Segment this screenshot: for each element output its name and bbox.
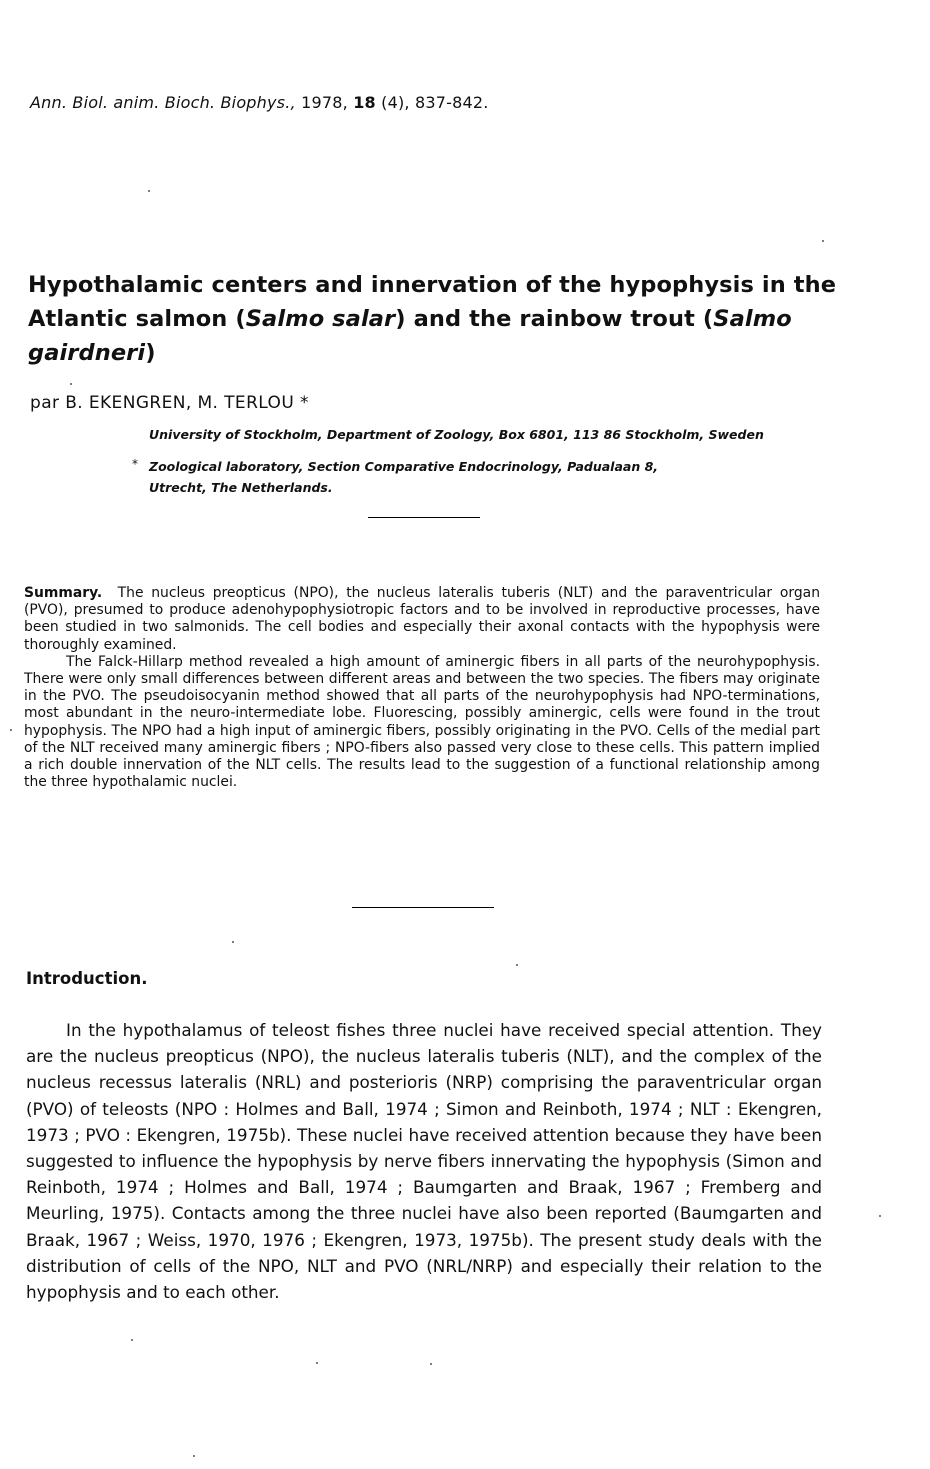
journal-volume: 18 <box>353 93 376 112</box>
title-species-gairdneri: Salmo gairdneri <box>28 306 792 366</box>
scan-speck <box>430 1363 432 1365</box>
introduction-paragraph: In the hypothalamus of teleost fishes three nuclei have received special attention. They are the nucleus preopticus (NPO), the nucleus lateralis tuberis (NLT), and the complex of the nucleus recessus lateralis (NRL) and posterioris (NRP) comprising the paraventricular organ (PVO) of teleosts (NPO : Holmes and Ball, 1974 ; Simon and Reinboth, 1974 ; NLT : Ekengren, 1973 ; PVO : Ekengren, 1975b). These nuclei have received attention because they have been suggested to influence the hypophysis by nerve fibers innervating the hypophysis (Simon and Reinboth, 1974 ; Holmes and Ball, 1974 ; Baumgarten and Braak, 1967 ; Fremberg and Meurling, 1975). Contacts among the three nuclei have also been reported (Baumgarten and Braak, 1967 ; Weiss, 1970, 1976 ; Ekengren, 1973, 1975b). The present study deals with the distribution of cells of the NPO, NLT and PVO (NRL/NRP) and especially their relation to the hypophysis and to each other. <box>26 1020 822 1303</box>
affiliation-marker: * <box>132 457 138 471</box>
scan-speck <box>232 941 234 943</box>
affiliation-utrecht-line2: Utrecht, The Netherlands. <box>149 480 333 495</box>
authors: par B. EKENGREN, M. TERLOU * <box>30 393 309 413</box>
summary-text-1: The nucleus preopticus (NPO), the nucleus lateralis tuberis (NLT) and the paraventricular organ (PVO), presumed to produce adenohypophysiotropic factors and to be involved in reproductive processes, have been studied in two salmonids. The cell bodies and especially their axonal contacts with the hypophysis were thoroughly examined. <box>24 585 820 653</box>
scan-speck <box>822 240 824 242</box>
scan-speck <box>131 1339 133 1341</box>
title-text: ) <box>145 340 156 366</box>
scan-speck <box>10 729 12 731</box>
affiliation-stockholm: University of Stockholm, Department of Zoology, Box 6801, 113 86 Stockholm, Sweden <box>149 427 764 442</box>
title-species-salar: Salmo salar <box>245 306 396 332</box>
journal-issue-pages: (4), 837-842. <box>381 93 489 112</box>
affiliation-utrecht <box>149 456 658 498</box>
summary-paragraph-2: The Falck-Hillarp method revealed a high amount of aminergic fibers in all parts of the neurohypophysis. There were only small differences between different areas and between the two species. The fibers may originate in the PVO. The pseudoisocyanin method showed that all parts of the neurohypophysis had NPO-terminations, most abundant in the neuro-intermediate lobe. Fluorescing, possibly aminergic, cells were found in the trout hypophysis. The NPO had a high input of aminergic fibers, possibly originating in the PVO. Cells of the medial part of the NLT received many aminergic fibers ; NPO-fibers also passed very close to these cells. This pattern implied a rich double innervation of the NLT cells. The results lead to the suggestion of a functional relationship among the three hypothalamic nuclei. <box>24 653 820 791</box>
scan-speck <box>879 1215 881 1217</box>
title-text: Hypothalamic centers and innervation of the hypophysis in the Atlantic salmon ( <box>28 272 837 332</box>
divider-top <box>368 517 480 518</box>
journal-name: Ann. Biol. anim. Bioch. Biophys., <box>30 93 296 112</box>
summary-section <box>24 585 820 791</box>
article-title <box>28 268 888 370</box>
summary-label: Summary. <box>24 585 103 601</box>
summary-paragraph-1 <box>24 585 820 654</box>
introduction-heading: Introduction. <box>26 969 148 988</box>
affiliation-utrecht-line1: Zoological laboratory, Section Comparative Endocrinology, Padualaan 8, <box>149 459 659 474</box>
journal-year: 1978, <box>301 93 348 112</box>
scan-speck <box>193 1455 195 1457</box>
scan-speck <box>70 383 72 385</box>
scan-speck <box>316 1362 318 1364</box>
journal-citation <box>30 93 489 112</box>
divider-bottom <box>352 907 494 908</box>
scan-speck <box>148 190 150 192</box>
title-text: ) and the rainbow trout ( <box>395 306 714 332</box>
scan-speck <box>516 964 518 966</box>
